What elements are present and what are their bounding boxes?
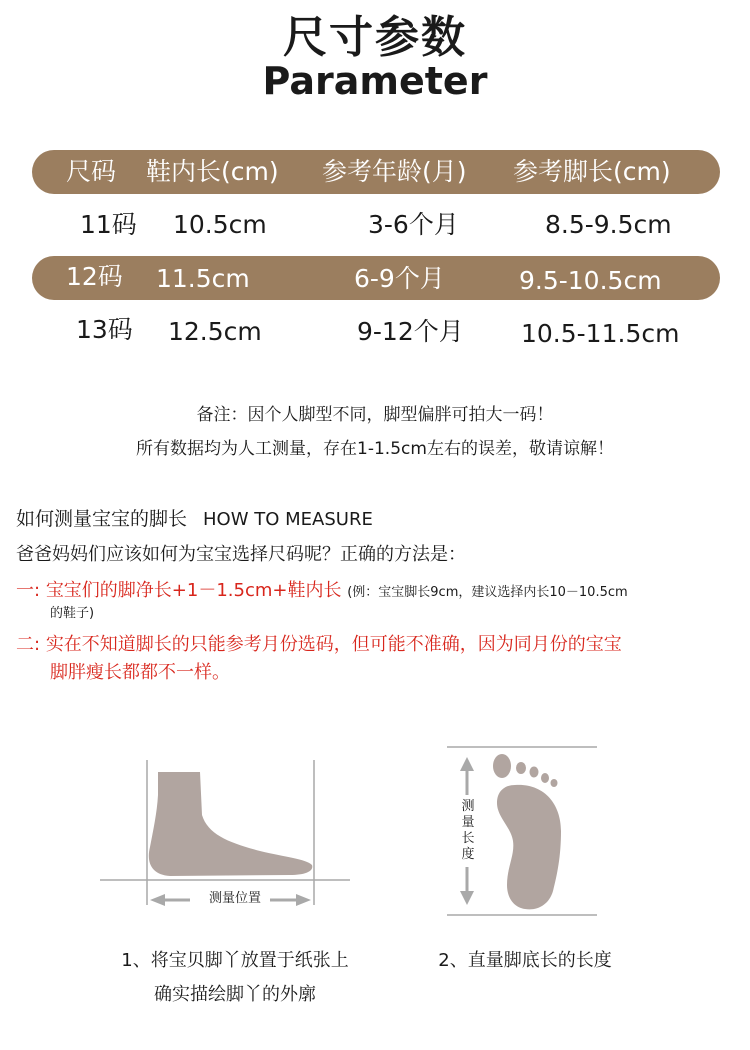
row-11-size: 11码	[80, 210, 137, 239]
arrow-right-icon	[296, 894, 311, 906]
page-subtitle: Parameter	[262, 59, 488, 103]
row-13-size: 13码	[76, 315, 133, 344]
measure-length-label: 测量长度	[458, 799, 478, 863]
note-line-1: 备注：因个人脚型不同，脚型偏胖可拍大一码！	[196, 405, 554, 425]
big-toe-icon	[493, 754, 511, 778]
header-age: 参考年龄(月)	[322, 157, 467, 186]
row-11-insole: 10.5cm	[173, 210, 267, 239]
caption-1-line-2: 确实描绘脚丫的外廓	[154, 984, 316, 1005]
how-title-en: HOW TO MEASURE	[203, 509, 373, 530]
row-12-age: 6-9个月	[354, 264, 445, 293]
step-2-prefix: 二:	[16, 634, 41, 655]
step-2-line-2: 脚胖瘦长都都不一样。	[50, 662, 230, 683]
measure-position-label: 测量位置	[208, 891, 261, 906]
caption-2: 2、直量脚底长的长度	[438, 950, 612, 971]
step-1-formula: 宝宝们的脚净长+1－1.5cm+鞋内长	[45, 580, 342, 601]
step-1-example: (例：宝宝脚长9cm，建议选择内长10－10.5cm	[347, 585, 628, 600]
step-1	[16, 578, 628, 606]
row-11-age: 3-6个月	[368, 210, 459, 239]
step-2	[16, 632, 736, 658]
step-2-line-1: 实在不知道脚长的只能参考月份选码，但可能不准确，因为同月份的宝宝	[45, 634, 622, 655]
arrow-up-icon	[460, 757, 474, 771]
side-foot-icon	[149, 772, 312, 876]
how-title-cn: 如何测量宝宝的脚长	[16, 508, 188, 530]
header-insole-length: 鞋内长(cm)	[146, 157, 279, 186]
row-12-foot: 9.5-10.5cm	[519, 266, 662, 295]
header-foot-length: 参考脚长(cm)	[513, 157, 671, 186]
header-size: 尺码	[66, 157, 117, 186]
how-to-measure-heading	[16, 506, 373, 533]
how-question: 爸爸妈妈们应该如何为宝宝选择尺码呢？正确的方法是：	[16, 544, 466, 565]
row-11-foot: 8.5-9.5cm	[545, 210, 672, 239]
row-13-insole: 12.5cm	[168, 317, 262, 346]
arrow-down-icon	[460, 891, 474, 905]
row-12-size: 12码	[66, 262, 123, 291]
step-1-prefix: 一:	[16, 580, 41, 601]
row-12-insole: 11.5cm	[156, 264, 250, 293]
arrow-left-icon	[150, 894, 165, 906]
row-13-age: 9-12个月	[357, 317, 464, 346]
row-13-foot: 10.5-11.5cm	[521, 319, 680, 348]
sole-icon	[497, 785, 561, 910]
note-line-2: 所有数据均为人工测量，存在1-1.5cm左右的误差，敬请谅解！	[136, 439, 614, 459]
step-1-example-cont: 的鞋子)	[50, 606, 95, 621]
page-title: 尺寸参数	[283, 12, 467, 63]
caption-1-line-1: 1、将宝贝脚丫放置于纸张上	[121, 950, 349, 971]
